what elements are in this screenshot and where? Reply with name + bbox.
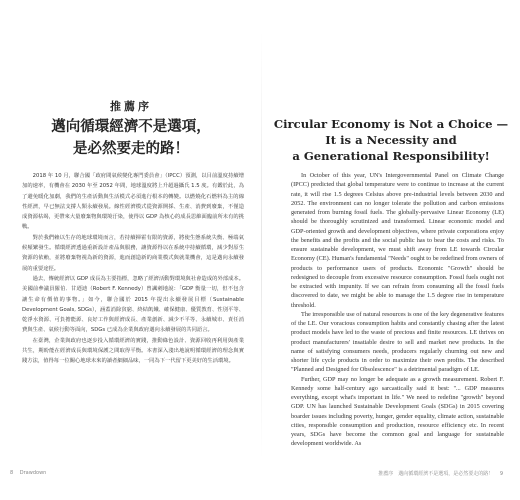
body-paragraph: 2018 年 10 月，聯合國「政府間氣候變化專門委員會」（IPCC）預測，以目前溫度持續增加的速率，有機會在 2030 年至 2052 年間，地球溫度將上升超過攝氏 1.5 度。有鑑於此，為了避免暖化加劇，我們的生產活動與生活模式必須進行根本的轉變。以燃燒化石燃料為主的線性經濟，早已無法支撐人類永續發展。線性經濟模式從資源開採、生產、消費到廢棄，不僅造成資源枯竭，更帶來大量廢棄物與環境汙染，使得以 GDP 為核心的成長思維面臨前所未有的挑戰。 — [22, 173, 244, 231]
chinese-body — [22, 171, 244, 367]
page-number: 9 — [499, 471, 503, 477]
english-title-line: It is a Necessity and — [325, 133, 457, 147]
body-paragraph: 在臺灣，企業與政府也逐步投入循環經濟的實踐，推動綠色設計、資源回收再利用與產業共生，期盼能在經濟成長與環境保護之間取得平衡。本書深入淺出地說明循環經濟的理念與實踐方法，值得每一位關心地球未來的讀者細細品味，一同為下一代留下更美好的生活環境。 — [22, 337, 244, 365]
body-paragraph: 過去，傳統經濟以 GDP 成長為主要指標，忽略了經濟活動對環境與社會造成的外部成本。美國前參議員羅伯．甘迺迪（Robert F. Kennedy）曾諷刺地說：「GDP 衡量一切，但不包含讓生命有價值的事物。」如今，聯合國於 2015 年提出永續發展目標（Sustainable Development Goals, SDGs），涵蓋消除貧窮、終結飢餓、確保健康、優質教育、性別平等、乾淨水資源、可負擔能源、良好工作與經濟成長、產業創新、減少不平等、永續城市、責任消費與生產、氣候行動等面向，SDGs 已成為企業與政府邁向永續發展的共同語言。 — [22, 275, 244, 334]
english-title-line: a Generational Responsibility! — [292, 149, 490, 163]
english-title-line: Circular Economy is Not a Choice — — [273, 117, 509, 131]
gutter-shadow — [261, 30, 262, 460]
body-paragraph: Further, GDP may no longer be adequate as a growth measurement. Robert F. Kennedy some half-century ago sarcastically said it best: "... GDP measures everything, except what's important in life." We need to redefine "growth" beyond GDP. UN has launched Sustainable Development Goals (SDGs) in 2015 covering boarder issues including poverty, hunger, gender equality, climate action, sustainable cities, responsible consumption and production, resource efficiency etc. In recent years, SDGs have become the common goal and language for sustainable development worldwide. As — [291, 375, 504, 448]
running-head: 推薦序 邁向循環經濟不是選項，是必然要走的路！ — [378, 471, 494, 477]
page-number: 8 — [10, 470, 14, 476]
english-title — [262, 116, 520, 164]
section-label: 推薦序 — [110, 100, 152, 113]
chinese-title-line: 是必然要走的路！ — [73, 141, 189, 157]
english-body — [291, 171, 504, 449]
right-footer — [378, 470, 508, 477]
body-paragraph: The irresponsible use of natural resources is one of the key degenerative features of the LE. Our voracious consumption habits and constantly chasing after the latest product models have led to the waste of precious and finite resources. LE thrives on product manufacturers' insatiable desire to sell and market new products. In the name of satisfying consumers needs, producers regularly churning out new and shorter life cycle products in order to maximize their own profits. The described "Planned and Designed for Obsolescence" is a detrimental paradigm of LE. — [291, 310, 504, 374]
body-paragraph: In October of this year, UN's Intergovernmental Panel on Climate Change (IPCC) predicted that global temperature were to continue to increase at the current rate, it will rise 1.5 degrees Celsius above pre-industrial levels between 2030 and 2052. The environment can no longer tolerate the pollution and carbon emissions generated from burning fossil fuels. The globally-pervasive Linear Economy (LE) should be thoroughly scrutinized and transformed. Linear economic model and GDP-oriented growth and development objectives, where private corporations enjoy the benefits and the profits and the social public has to bear the costs and risks. To ensure sustainable development, we must shift away from LE towards Circular Economy (CE). Human's fundamental "Needs" ought to be redefined from owners of products to performance users of products. Economic "Growth" should be redesigned to decouple from excessive resource consumption. Fossil fuels ought not be extracted with impunity. If we can refrain from consuming all the fossil fuels discovered to date, we might be able to manage the 1.5 degree rise in temperature threshold. — [291, 172, 504, 309]
chinese-title-line: 邁向循環經濟不是選項， — [51, 119, 211, 135]
chinese-title — [0, 116, 262, 160]
running-head: Drawdown — [19, 470, 47, 476]
left-footer — [10, 470, 51, 476]
body-paragraph: 對於我們賴以生存的地球環境而言，若持續揮霍有限的資源，將使生態系統失衡、極端氣候頻繁發生。循環經濟透過重新設計產品與服務，讓資源得以在系統中持續循環，減少對原生資源的依賴，並將廢棄物視為新的資源，進而創造新的商業模式與就業機會，這是邁向永續發展的重要途徑。 — [22, 234, 244, 272]
